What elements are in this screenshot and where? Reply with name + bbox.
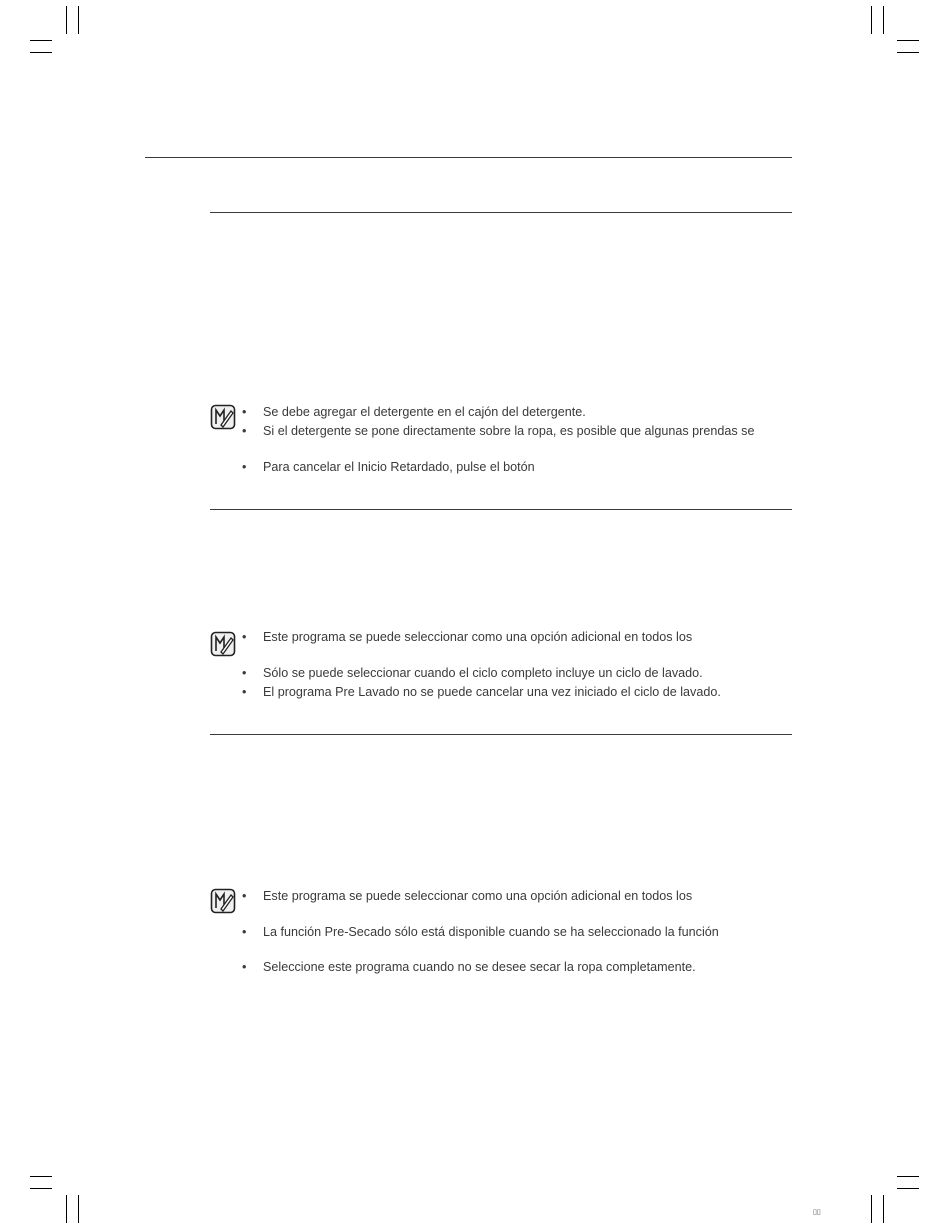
crop-mark bbox=[78, 1195, 79, 1223]
bullet: • bbox=[242, 630, 247, 644]
bullet: • bbox=[242, 889, 247, 903]
crop-mark bbox=[897, 1188, 919, 1189]
bullet: • bbox=[242, 405, 247, 419]
bullet: • bbox=[242, 424, 247, 438]
header-rule bbox=[145, 157, 792, 158]
section-rule bbox=[210, 212, 792, 213]
crop-mark bbox=[30, 1176, 52, 1177]
crop-mark bbox=[66, 6, 67, 34]
crop-mark bbox=[30, 40, 52, 41]
crop-mark bbox=[897, 40, 919, 41]
crop-mark bbox=[30, 1188, 52, 1189]
crop-mark bbox=[871, 6, 872, 34]
note-pencil-icon bbox=[210, 404, 236, 430]
crop-mark bbox=[66, 1195, 67, 1223]
crop-mark bbox=[883, 1195, 884, 1223]
crop-mark bbox=[883, 6, 884, 34]
section-rule bbox=[210, 734, 792, 735]
crop-mark bbox=[30, 52, 52, 53]
bullet: • bbox=[242, 685, 247, 699]
bullet: • bbox=[242, 925, 247, 939]
bullet: • bbox=[242, 666, 247, 680]
section-rule bbox=[210, 509, 792, 510]
crop-mark bbox=[897, 52, 919, 53]
bullet: • bbox=[242, 960, 247, 974]
page-number: ▯▯ bbox=[813, 1209, 821, 1216]
bullet: • bbox=[242, 460, 247, 474]
crop-mark bbox=[871, 1195, 872, 1223]
note-pencil-icon bbox=[210, 888, 236, 914]
crop-mark bbox=[897, 1176, 919, 1177]
note-pencil-icon bbox=[210, 631, 236, 657]
crop-mark bbox=[78, 6, 79, 34]
